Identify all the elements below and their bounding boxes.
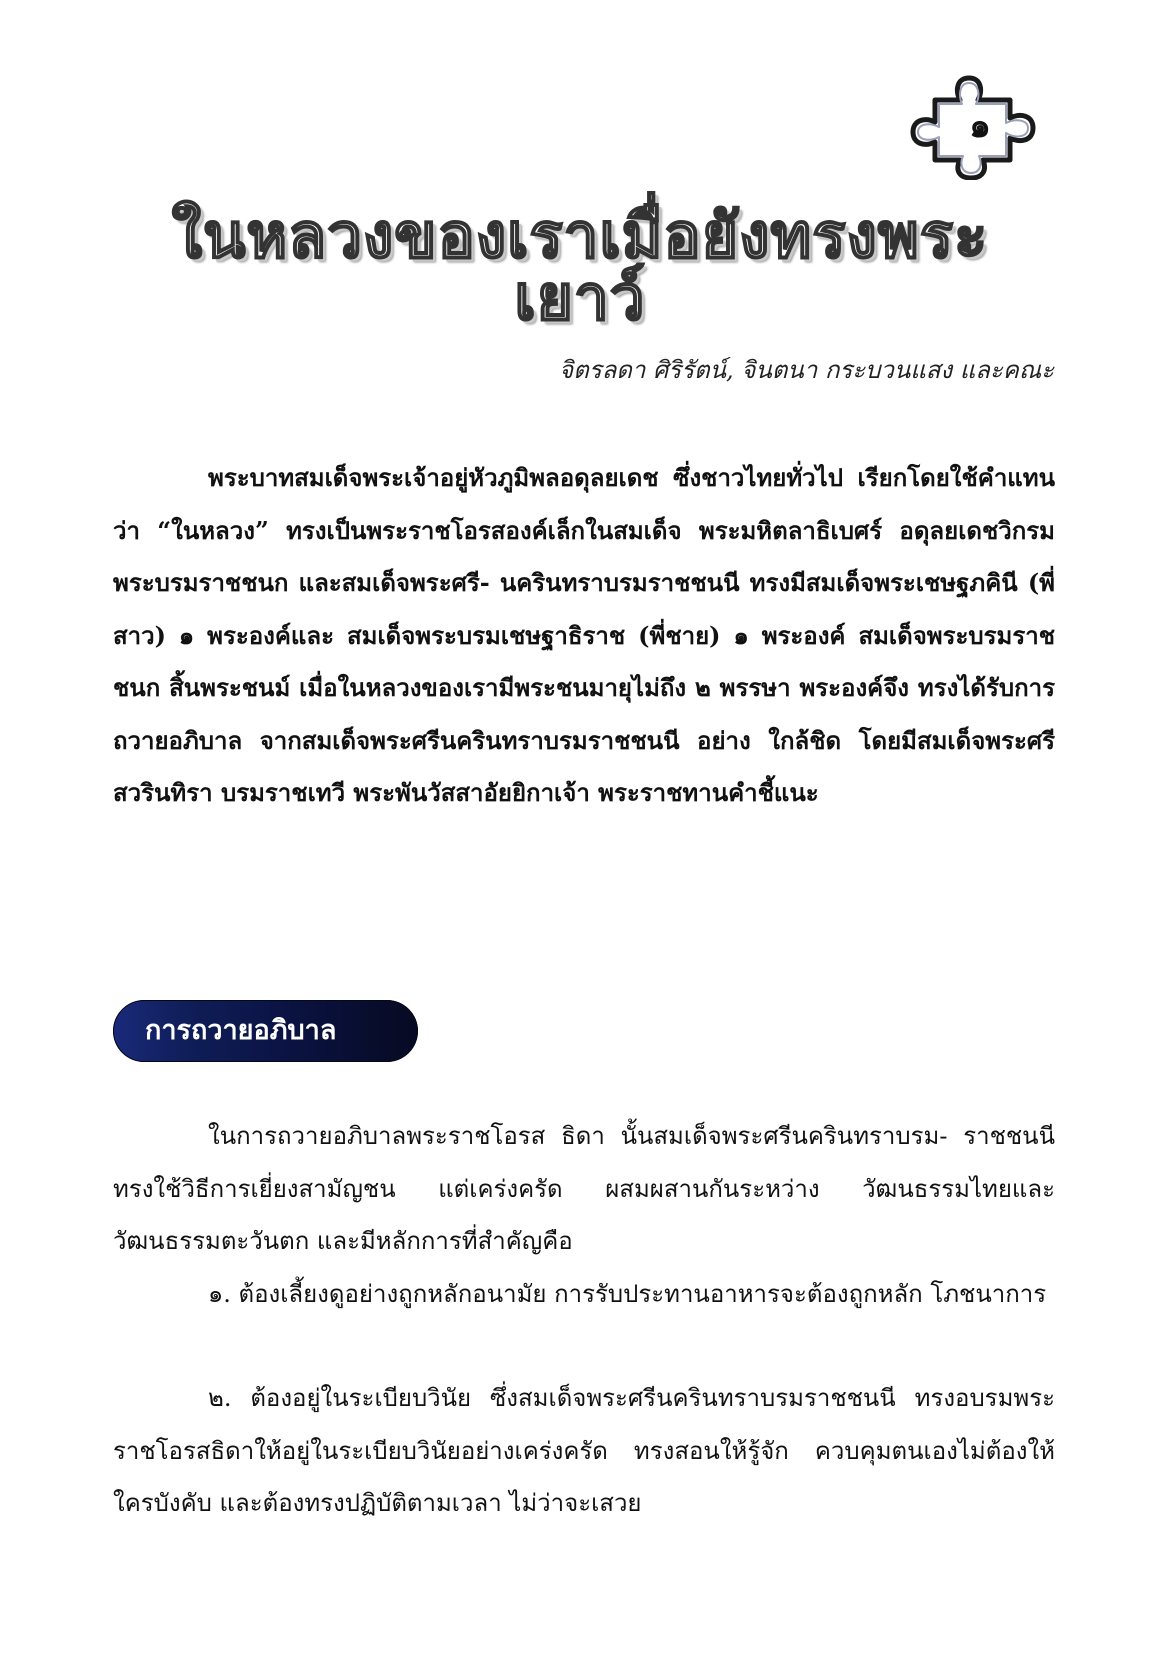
page-title: ในหลวงของเราเมื่อยังทรงพระเยาว์ bbox=[171, 199, 989, 334]
page-number: ๑ bbox=[969, 106, 991, 146]
list-item bbox=[113, 1268, 1055, 1321]
puzzle-piece-page-badge bbox=[905, 70, 1055, 180]
author-credits: จิตรลดา ศิริรัตน์, จินตนา กระบวนแสง และคณะ bbox=[559, 356, 1054, 384]
intro-text: พระบาทสมเด็จพระเจ้าอยู่หัวภูมิพลอดุลยเดช ซึ่งชาวไทยทั่วไป เรียกโดยใช้คำแทนว่า “ในหลวง” ทรงเป็นพระราชโอรสองค์เล็กในสมเด็จ พระมหิตลาธิเบศร์ อดุลยเดชวิกรม พระบรมราชชนก และสมเด็จพระศรี- นครินทราบรมราชชนนี ทรงมีสมเด็จพระเชษฐภคินี (พี่สาว) ๑ พระองค์และ สมเด็จพระบรมเชษฐาธิราช (พี่ชาย) ๑ พระองค์ สมเด็จพระบรมราชชนก สิ้นพระชนม์ เมื่อในหลวงของเรามีพระชนมายุไม่ถึง ๒ พรรษา พระองค์จึง ทรงได้รับการถวายอภิบาล จากสมเด็จพระศรีนครินทราบรมราชชนนี อย่าง ใกล้ชิด โดยมีสมเด็จพระศรีสวรินทิรา บรมราชเทวี พระพันวัสสาอัยยิกาเจ้า พระราชทานคำชี้แนะ bbox=[113, 463, 1055, 807]
section-heading: การถวายอภิบาล bbox=[145, 1015, 337, 1046]
list-item-text: ๒. ต้องอยู่ในระเบียบวินัย ซึ่งสมเด็จพระศรีนครินทราบรมราชชนนี ทรงอบรมพระราชโอรสธิดาให้อยู่ในระเบียบวินัยอย่างเคร่งครัด ทรงสอนให้รู้จัก ควบคุมตนเองไม่ต้องให้ใครบังคับ และต้องทรงปฏิบัติตามเวลา ไม่ว่าจะเสวย bbox=[113, 1384, 1055, 1517]
list-item bbox=[113, 1372, 1055, 1530]
section-intro-text: ในการถวายอภิบาลพระราชโอรส ธิดา นั้นสมเด็จพระศรีนครินทราบรม- ราชชนนี ทรงใช้วิธีการเยี่ยงสามัญชน แต่เคร่งครัด ผสมผสานกันระหว่าง วัฒนธรรมไทยและวัฒนธรรมตะวันตก และมีหลักการที่สำคัญคือ bbox=[113, 1122, 1055, 1255]
list-item-text: ๑. ต้องเลี้ยงดูอย่างถูกหลักอนามัย การรับประทานอาหารจะต้องถูกหลัก โภชนาการ bbox=[208, 1280, 1047, 1308]
intro-paragraph bbox=[113, 452, 1055, 820]
section-intro-paragraph bbox=[113, 1110, 1055, 1268]
section-heading-pill bbox=[113, 1000, 418, 1062]
